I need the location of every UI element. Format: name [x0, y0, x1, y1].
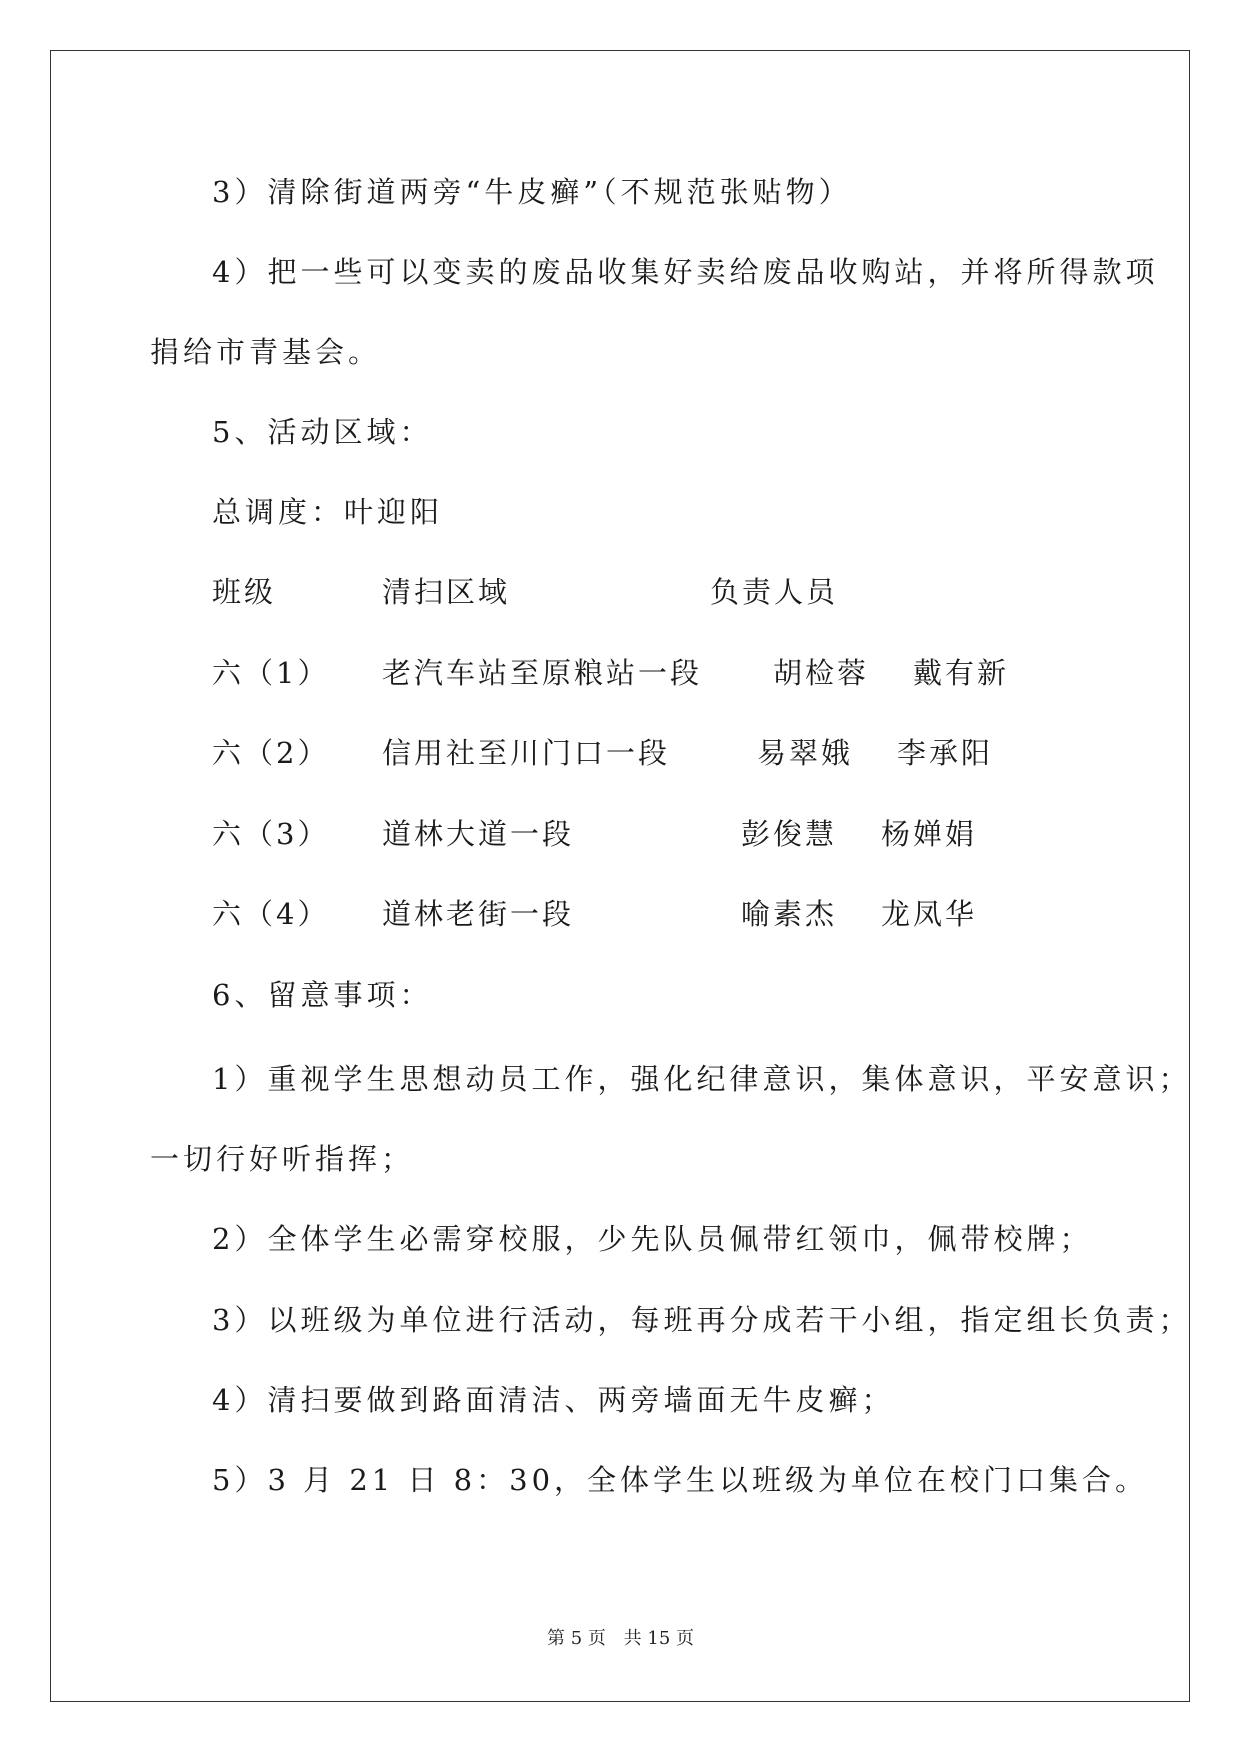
note-1-line2: 一切行好听指挥； [150, 1142, 415, 1176]
section-activity-area: 5、活动区域： [212, 415, 433, 449]
row-class: 六（1） [212, 656, 330, 690]
row-person-1: 彭俊慧 [741, 817, 838, 851]
row-person-2: 龙凤华 [881, 897, 978, 931]
note-5: 5）3 月 21 日 8：30，全体学生以班级为单位在校门口集合。 [212, 1463, 1149, 1497]
row-person-1: 易翠娥 [757, 736, 854, 770]
header-person: 负责人员 [710, 575, 839, 609]
note-1-line1: 1）重视学生思想动员工作，强化纪律意识，集体意识，平安意识； [212, 1062, 1192, 1096]
row-class: 六（3） [212, 817, 330, 851]
header-class: 班级 [212, 575, 277, 609]
row-area: 老汽车站至原粮站一段 [382, 656, 703, 690]
row-person-1: 胡检蓉 [773, 656, 870, 690]
paragraph-clean-posters: 3）清除街道两旁“牛皮癣”（不规范张贴物） [212, 175, 852, 209]
row-class: 六（2） [212, 736, 330, 770]
row-person-2: 杨婵娟 [881, 817, 978, 851]
row-area: 道林大道一段 [382, 817, 575, 851]
row-area: 信用社至川门口一段 [382, 736, 671, 770]
page-footer [0, 1627, 1241, 1651]
row-class: 六（4） [212, 897, 330, 931]
note-4: 4）清扫要做到路面清洁、两旁墙面无牛皮癣； [212, 1383, 895, 1417]
note-3: 3）以班级为单位进行活动，每班再分成若干小组，指定组长负责； [212, 1303, 1192, 1337]
section-notes-title: 6、留意事项： [212, 978, 433, 1012]
general-dispatcher: 总调度：叶迎阳 [212, 495, 444, 529]
header-area: 清扫区域 [382, 575, 511, 609]
page-number: 第 5 页 [547, 1628, 606, 1649]
note-2: 2）全体学生必需穿校服，少先队员佩带红领巾，佩带校牌； [212, 1222, 1093, 1256]
page-border [50, 50, 1190, 1702]
page-total: 共 15 页 [623, 1628, 694, 1649]
row-person-1: 喻素杰 [741, 897, 838, 931]
row-person-2: 李承阳 [897, 736, 994, 770]
row-area: 道林老街一段 [382, 897, 575, 931]
paragraph-recycle-line1: 4）把一些可以变卖的废品收集好卖给废品收购站，并将所得款项 [212, 255, 1159, 289]
row-person-2: 戴有新 [913, 656, 1010, 690]
paragraph-recycle-line2: 捐给市青基会。 [150, 335, 382, 369]
